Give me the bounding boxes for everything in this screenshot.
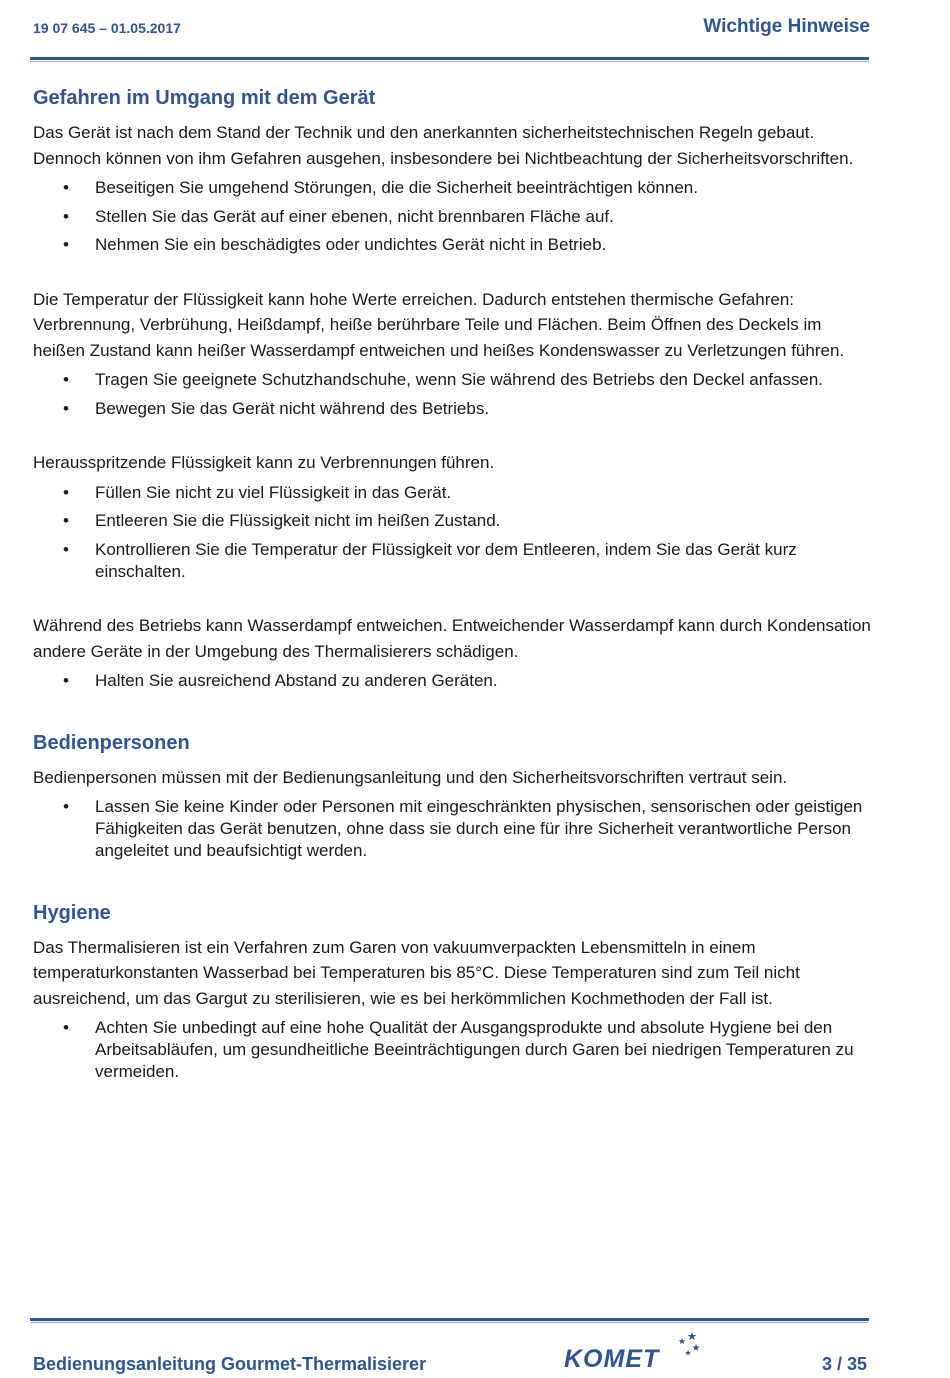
list-item: • Achten Sie unbedingt auf eine hohe Qualität der Ausgangsprodukte und absolute Hygiene bei den Arbeitsabläufen, um gesundheitliche Beeinträchtigungen durch Garen bei niedrigen Temperaturen zu vermeiden. bbox=[63, 1018, 854, 1081]
bullet-list bbox=[33, 177, 873, 256]
list-item: • Entleeren Sie die Flüssigkeit nicht im heißen Zustand. bbox=[63, 511, 501, 530]
bullet-icon: • bbox=[63, 370, 69, 389]
bullet-icon: • bbox=[63, 235, 69, 254]
bullet-icon: • bbox=[63, 539, 69, 559]
bullet-icon: • bbox=[63, 398, 69, 418]
page-number: 3 / 35 bbox=[822, 1354, 868, 1374]
list-item: • Lassen Sie keine Kinder oder Personen mit eingeschränkten physischen, sensorischen oder geistigen Fähigkeiten das Gerät benutzen, ohne dass sie durch eine für ihre Sicherheit verantwortliche Person angeleitet und beaufsichtigt werden. bbox=[63, 797, 863, 860]
section-heading-hygiene: Hygiene bbox=[33, 901, 111, 924]
paragraph: Während des Betriebs kann Wasserdampf entweichen. Entweichender Wasserdampf kann durch Kondensation andere Geräte in der Umgebung des Thermalisierers schädigen. bbox=[33, 616, 871, 661]
paragraph: Bedienpersonen müssen mit der Bedienungsanleitung und den Sicherheitsvorschriften vertraut sein. bbox=[33, 767, 788, 787]
footer-divider bbox=[30, 1318, 869, 1321]
bullet-list bbox=[33, 482, 873, 583]
bullet-icon: • bbox=[63, 797, 69, 816]
paragraph: Herausspritzende Flüssigkeit kann zu Verbrennungen führen. bbox=[33, 453, 495, 472]
bullet-icon: • bbox=[63, 671, 69, 690]
bullet-icon: • bbox=[63, 206, 69, 226]
bullet-icon: • bbox=[63, 178, 69, 197]
header-title: Wichtige Hinweise bbox=[703, 16, 870, 37]
list-item: • Halten Sie ausreichend Abstand zu anderen Geräten. bbox=[63, 671, 498, 690]
manual-title: Bedienungsanleitung Gourmet-Thermalisierer bbox=[33, 1354, 427, 1374]
bullet-icon: • bbox=[63, 482, 69, 502]
list-item: • Nehmen Sie ein beschädigtes oder undichtes Gerät nicht in Betrieb. bbox=[63, 235, 607, 254]
paragraph: Das Gerät ist nach dem Stand der Technik und den anerkannten sicherheitstechnischen Regeln gebaut. Dennoch können von ihm Gefahren ausgehen, insbesondere bei Nichtbeachtung der Sicherheitsvorschriften. bbox=[33, 123, 854, 168]
paragraph: Die Temperatur der Flüssigkeit kann hohe Werte erreichen. Dadurch entstehen thermische Gefahren: Verbrennung, Verbrühung, Heißdampf, heiße berührbare Teile und Flächen. Beim Öffnen des Deckels im heißen Zustand kann heißer Wasserdampf entweichen und heißes Kondenswasser zu Verletzungen führen. bbox=[33, 289, 845, 360]
list-item: • Beseitigen Sie umgehend Störungen, die die Sicherheit beeinträchtigen können. bbox=[63, 178, 698, 197]
bullet-list bbox=[33, 369, 873, 420]
list-item: • Füllen Sie nicht zu viel Flüssigkeit in das Gerät. bbox=[63, 482, 452, 502]
document-reference: 19 07 645 – 01.05.2017 bbox=[33, 20, 181, 36]
stars-icon bbox=[672, 1330, 702, 1366]
section-heading-hazards: Gefahren im Umgang mit dem Gerät bbox=[33, 87, 376, 109]
logo-text: KOMET bbox=[564, 1345, 660, 1373]
bullet-icon: • bbox=[63, 511, 69, 530]
komet-logo bbox=[562, 1330, 702, 1376]
paragraph: Das Thermalisieren ist ein Verfahren zum Garen von vakuumverpackten Lebensmitteln in einem temperaturkonstanten Wasserbad bei Temperaturen bis 85°C. Diese Temperaturen sind zum Teil nicht ausreichend, um das Gargut zu sterilisieren, wie es bei herkömmlichen Kochmethoden der Fall ist. bbox=[33, 937, 800, 1008]
bullet-list bbox=[33, 796, 873, 862]
page-content bbox=[33, 84, 873, 1090]
section-heading-operators: Bedienpersonen bbox=[33, 731, 190, 754]
bullet-icon: • bbox=[63, 1018, 69, 1037]
header-divider bbox=[30, 57, 869, 60]
list-item: • Tragen Sie geeignete Schutzhandschuhe, wenn Sie während des Betriebs den Deckel anfassen. bbox=[63, 370, 824, 389]
list-item: • Bewegen Sie das Gerät nicht während des Betriebs. bbox=[63, 398, 490, 418]
bullet-list bbox=[33, 1017, 873, 1083]
bullet-list bbox=[33, 670, 873, 692]
list-item: • Stellen Sie das Gerät auf einer ebenen, nicht brennbaren Fläche auf. bbox=[63, 206, 614, 226]
list-item: • Kontrollieren Sie die Temperatur der Flüssigkeit vor dem Entleeren, indem Sie das Gerät kurz einschalten. bbox=[63, 539, 797, 581]
